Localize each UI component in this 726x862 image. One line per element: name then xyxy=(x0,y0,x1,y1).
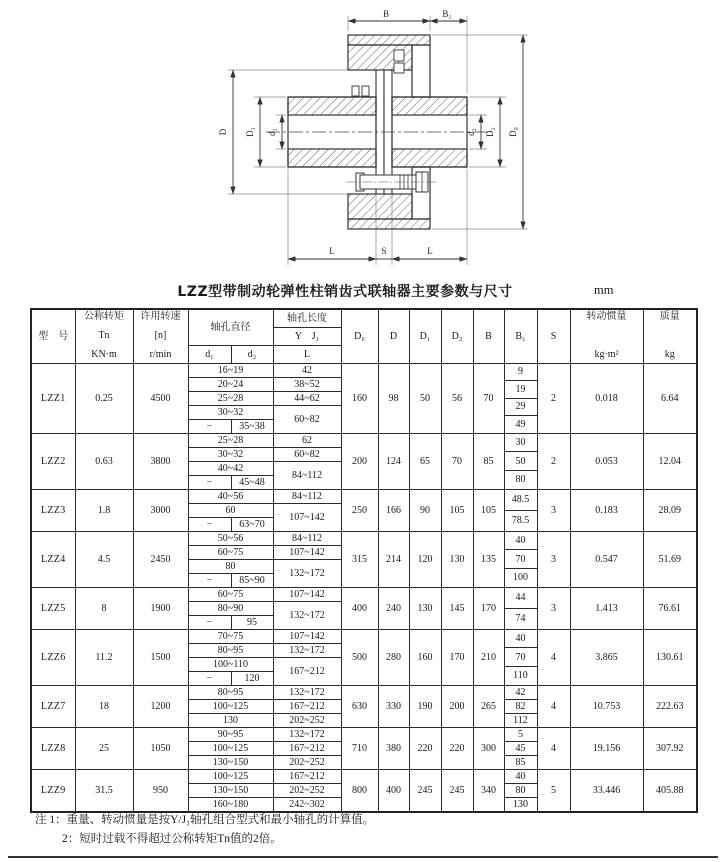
inertia-cell: 0.018 xyxy=(570,363,643,433)
mass-cell: 307.92 xyxy=(643,727,697,769)
D-cell: 280 xyxy=(378,629,409,685)
B1-subcell: 110 xyxy=(505,666,537,685)
torque-cell: 31.5 xyxy=(75,769,133,812)
S-cell: 5 xyxy=(537,769,570,812)
flange-plates xyxy=(352,50,404,194)
bore-range-cell: 90~95 xyxy=(188,727,273,741)
D1-cell: 50 xyxy=(409,363,441,433)
bore-range-cell: 60~75 xyxy=(188,587,273,601)
dim-label-L-left: L xyxy=(329,246,335,256)
torque-cell: 1.8 xyxy=(75,489,133,531)
header-D0: D₀ xyxy=(341,309,378,363)
speed-cell: 1050 xyxy=(133,727,188,769)
model-cell: LZZ5 xyxy=(31,587,75,629)
dim-label-L-right: L xyxy=(427,246,433,256)
header-torque-line3: KN·m xyxy=(91,349,117,361)
header-d1: d₁ xyxy=(188,345,231,363)
D2-cell: 130 xyxy=(441,531,473,587)
dim-label-d2: d₂ xyxy=(466,128,476,136)
speed-cell: 1500 xyxy=(133,629,188,685)
D2-cell: 220 xyxy=(441,727,473,769)
header-torque-line2: Tn xyxy=(98,330,110,342)
table-row xyxy=(31,629,697,643)
torque-cell: 4.5 xyxy=(75,531,133,587)
D0-cell: 800 xyxy=(341,769,378,812)
bore-d1-cell: − xyxy=(188,419,231,433)
table-row xyxy=(31,489,697,503)
header-speed-line3: r/min xyxy=(149,349,172,361)
bore-d2-cell: 120 xyxy=(231,671,273,685)
speed-cell: 4500 xyxy=(133,363,188,433)
model-cell: LZZ1 xyxy=(31,363,75,433)
bore-d1-cell: − xyxy=(188,475,231,489)
header-inertia xyxy=(570,309,643,363)
inertia-cell: 0.547 xyxy=(570,531,643,587)
bore-range-cell: 130~150 xyxy=(188,755,273,769)
D1-cell: 220 xyxy=(409,727,441,769)
bore-length-cell: 132~172 xyxy=(273,727,341,741)
bore-d2-cell: 95 xyxy=(231,615,273,629)
B1-subcell: 70 xyxy=(505,647,537,666)
D0-cell: 500 xyxy=(341,629,378,685)
torque-cell: 11.2 xyxy=(75,629,133,685)
B1-subcell: 85 xyxy=(505,755,537,769)
table-row xyxy=(31,433,697,447)
bore-length-cell: 167~212 xyxy=(273,769,341,783)
header-torque xyxy=(75,309,133,363)
dim-label-B: B xyxy=(382,9,390,19)
speed-cell: 1900 xyxy=(133,587,188,629)
B-cell: 135 xyxy=(473,531,504,587)
dim-label-B1: B₁ xyxy=(442,9,452,19)
bore-d1-cell: − xyxy=(188,615,231,629)
D1-cell: 90 xyxy=(409,489,441,531)
D0-cell: 200 xyxy=(341,433,378,489)
D1-cell: 120 xyxy=(409,531,441,587)
bore-range-cell: 100~110 xyxy=(188,657,273,671)
B1-subcell: 40 xyxy=(515,534,526,546)
bore-d1-cell: − xyxy=(188,517,231,531)
mass-cell: 405.88 xyxy=(643,769,697,812)
model-cell: LZZ2 xyxy=(31,433,75,489)
B1-subcell: 70 xyxy=(505,549,537,568)
D-cell: 330 xyxy=(378,685,409,727)
bore-length-cell: 242~302 xyxy=(273,797,341,811)
bore-length-cell: 60~82 xyxy=(273,447,341,461)
B1-subcell: 50 xyxy=(505,451,537,470)
S-cell: 4 xyxy=(537,629,570,685)
bore-range-cell: 25~28 xyxy=(188,391,273,405)
model-cell: LZZ6 xyxy=(31,629,75,685)
S-cell: 3 xyxy=(537,587,570,629)
header-B1: B₁ xyxy=(504,309,537,363)
bore-d2-cell: 35~38 xyxy=(231,419,273,433)
B-cell: 70 xyxy=(473,363,504,433)
bore-length-cell: 202~252 xyxy=(273,755,341,769)
bore-length-cell: 202~252 xyxy=(273,713,341,727)
table-row xyxy=(31,531,697,545)
B1-cell xyxy=(504,727,537,769)
D0-cell: 400 xyxy=(341,587,378,629)
D-cell: 166 xyxy=(378,489,409,531)
bore-range-cell: 130 xyxy=(188,713,273,727)
bore-length-cell: 167~212 xyxy=(273,657,341,685)
table-row xyxy=(31,363,697,377)
bore-length-cell: 84~112 xyxy=(273,531,341,545)
D1-cell: 160 xyxy=(409,629,441,685)
inertia-cell: 3.865 xyxy=(570,629,643,685)
mass-cell: 51.69 xyxy=(643,531,697,587)
B1-subcell: 130 xyxy=(505,797,537,811)
D-cell: 240 xyxy=(378,587,409,629)
dim-label-D2: D₂ xyxy=(485,127,495,137)
bore-length-cell: 107~142 xyxy=(273,545,341,559)
dim-label-D0: D₀ xyxy=(508,127,518,137)
D0-cell: 710 xyxy=(341,727,378,769)
dim-label-D: D xyxy=(218,128,228,136)
bore-range-cell: 80 xyxy=(188,559,273,573)
B1-subcell: 29 xyxy=(505,398,537,416)
D1-cell: 245 xyxy=(409,769,441,812)
D-cell: 98 xyxy=(378,363,409,433)
S-cell: 3 xyxy=(537,489,570,531)
bore-length-cell: 107~142 xyxy=(273,587,341,601)
D0-cell: 160 xyxy=(341,363,378,433)
bore-length-cell: 132~172 xyxy=(273,559,341,587)
B1-cell xyxy=(504,489,537,531)
speed-cell: 3800 xyxy=(133,433,188,489)
B1-subcell: 30 xyxy=(515,436,526,448)
speed-cell: 950 xyxy=(133,769,188,812)
bore-d1-cell: − xyxy=(188,573,231,587)
header-d2: d₂ xyxy=(231,345,273,363)
model-cell: LZZ8 xyxy=(31,727,75,769)
header-speed-line1: 许用转速 xyxy=(140,311,181,323)
D1-cell: 190 xyxy=(409,685,441,727)
bore-range-cell: 40~42 xyxy=(188,461,273,475)
bore-range-cell: 50~56 xyxy=(188,531,273,545)
bore-length-cell: 38~52 xyxy=(273,377,341,391)
header-bore-diameter: 轴孔直径 xyxy=(188,309,273,345)
bore-range-cell: 160~180 xyxy=(188,797,273,811)
header-speed xyxy=(133,309,188,363)
model-cell: LZZ3 xyxy=(31,489,75,531)
header-torque-line1: 公称转矩 xyxy=(84,311,124,323)
D2-cell: 70 xyxy=(441,433,473,489)
speed-cell: 1200 xyxy=(133,685,188,727)
table-row xyxy=(31,769,697,783)
bore-range-cell: 100~125 xyxy=(188,769,273,783)
header-inertia-line1: 转动惯量 xyxy=(586,311,627,323)
header-D2: D₂ xyxy=(441,309,473,363)
mass-cell: 130.61 xyxy=(643,629,697,685)
B1-subcell: 82 xyxy=(505,699,537,713)
D1-cell: 130 xyxy=(409,587,441,629)
D2-cell: 200 xyxy=(441,685,473,727)
table-row xyxy=(31,727,697,741)
bore-range-cell: 60 xyxy=(188,503,273,517)
D2-cell: 105 xyxy=(441,489,473,531)
header-inertia-line2: kg·m² xyxy=(594,349,619,361)
bore-length-cell: 107~142 xyxy=(273,503,341,531)
bore-range-cell: 100~125 xyxy=(188,741,273,755)
B1-cell xyxy=(504,433,537,489)
title-row xyxy=(0,281,726,301)
mass-cell: 12.04 xyxy=(643,433,697,489)
B-cell: 340 xyxy=(473,769,504,812)
B-cell: 85 xyxy=(473,433,504,489)
inertia-cell: 0.183 xyxy=(570,489,643,531)
D-cell: 380 xyxy=(378,727,409,769)
S-cell: 4 xyxy=(537,685,570,727)
B1-cell xyxy=(504,685,537,727)
bore-length-cell: 84~112 xyxy=(273,461,341,489)
B1-subcell: 100 xyxy=(505,568,537,587)
B1-subcell: 5 xyxy=(518,728,523,740)
S-cell: 2 xyxy=(537,363,570,433)
inertia-cell: 33.446 xyxy=(570,769,643,812)
bore-d2-cell: 63~70 xyxy=(231,517,273,531)
D2-cell: 56 xyxy=(441,363,473,433)
B1-subcell: 9 xyxy=(518,366,523,378)
D-cell: 400 xyxy=(378,769,409,812)
B1-subcell: 112 xyxy=(505,713,537,727)
bore-d2-cell: 45~48 xyxy=(231,475,273,489)
B1-subcell: 48.5 xyxy=(511,494,530,505)
header-YJ1: Y J₁ xyxy=(273,327,341,345)
header-speed-line2: [n] xyxy=(154,330,167,342)
B1-subcell: 19 xyxy=(505,380,537,398)
coupling-drawing xyxy=(0,2,726,282)
torque-cell: 0.25 xyxy=(75,363,133,433)
B1-cell xyxy=(504,769,537,812)
B1-subcell: 80 xyxy=(505,783,537,797)
bore-range-cell: 30~32 xyxy=(188,405,273,419)
spec-table xyxy=(30,308,698,813)
inertia-cell: 10.753 xyxy=(570,685,643,727)
bore-length-cell: 60~82 xyxy=(273,405,341,433)
bore-range-cell: 80~95 xyxy=(188,643,273,657)
bore-length-cell: 132~172 xyxy=(273,601,341,629)
bore-length-cell: 167~212 xyxy=(273,699,341,713)
unit-label: mm xyxy=(594,283,614,297)
B1-cell xyxy=(504,363,537,433)
header-B: B xyxy=(473,309,504,363)
bottom-rule xyxy=(8,856,718,858)
bore-d1-cell: − xyxy=(188,671,231,685)
bore-range-cell: 25~28 xyxy=(188,433,273,447)
bore-range-cell: 16~19 xyxy=(188,363,273,377)
model-cell: LZZ7 xyxy=(31,685,75,727)
bore-length-cell: 42 xyxy=(273,363,341,377)
bore-length-cell: 132~172 xyxy=(273,643,341,657)
table-row xyxy=(31,685,697,699)
bore-range-cell: 80~95 xyxy=(188,685,273,699)
torque-cell: 25 xyxy=(75,727,133,769)
D0-cell: 315 xyxy=(341,531,378,587)
B1-subcell: 42 xyxy=(515,686,526,698)
B1-subcell: 44 xyxy=(515,592,526,603)
B1-subcell: 40 xyxy=(515,632,526,644)
D-cell: 214 xyxy=(378,531,409,587)
bore-length-cell: 167~212 xyxy=(273,741,341,755)
header-D1: D₁ xyxy=(409,309,441,363)
D0-cell: 250 xyxy=(341,489,378,531)
notes xyxy=(35,811,374,849)
bore-length-cell: 84~112 xyxy=(273,489,341,503)
header-mass-line2: kg xyxy=(664,349,675,361)
torque-cell: 8 xyxy=(75,587,133,629)
B1-subcell: 40 xyxy=(515,770,526,782)
D2-cell: 245 xyxy=(441,769,473,812)
note-1: 注 1：重量、转动惯量是按Y/J₁轴孔组合型式和最小轴孔的计算值。 xyxy=(35,814,375,826)
B1-subcell: 49 xyxy=(505,415,537,433)
inertia-cell: 1.413 xyxy=(570,587,643,629)
B-cell: 300 xyxy=(473,727,504,769)
B-cell: 265 xyxy=(473,685,504,727)
header-L: L xyxy=(273,345,341,363)
torque-cell: 18 xyxy=(75,685,133,727)
bore-range-cell: 80~90 xyxy=(188,601,273,615)
bore-range-cell: 40~56 xyxy=(188,489,273,503)
torque-cell: 0.63 xyxy=(75,433,133,489)
bore-range-cell: 20~24 xyxy=(188,377,273,391)
bore-length-cell: 132~172 xyxy=(273,685,341,699)
bore-range-cell: 100~125 xyxy=(188,699,273,713)
header-bore-length: 轴孔长度 xyxy=(273,309,341,327)
bore-range-cell: 60~75 xyxy=(188,545,273,559)
D1-cell: 65 xyxy=(409,433,441,489)
B1-subcell: 74 xyxy=(505,608,537,629)
mass-cell: 28.09 xyxy=(643,489,697,531)
bore-range-cell: 30~32 xyxy=(188,447,273,461)
mass-cell: 222.63 xyxy=(643,685,697,727)
B1-subcell: 78.5 xyxy=(505,510,537,531)
bore-length-cell: 107~142 xyxy=(273,629,341,643)
bore-range-cell: 130~150 xyxy=(188,783,273,797)
S-cell: 4 xyxy=(537,727,570,769)
header-model: 型 号 xyxy=(31,309,75,363)
page-title: LZZ型带制动轮弹性柱销齿式联轴器主要参数与尺寸 xyxy=(177,284,513,300)
D0-cell: 630 xyxy=(341,685,378,727)
B1-cell xyxy=(504,587,537,629)
dim-label-d1: d₁ xyxy=(267,128,277,136)
B1-subcell: 80 xyxy=(505,470,537,489)
dim-label-D1: D₁ xyxy=(245,127,255,137)
speed-cell: 2450 xyxy=(133,531,188,587)
header-S: S xyxy=(537,309,570,363)
mass-cell: 76.61 xyxy=(643,587,697,629)
header-mass xyxy=(643,309,697,363)
speed-cell: 3000 xyxy=(133,489,188,531)
table-row xyxy=(31,587,697,601)
D2-cell: 145 xyxy=(441,587,473,629)
inertia-cell: 19.156 xyxy=(570,727,643,769)
pin-bolt xyxy=(346,172,438,192)
model-cell: LZZ4 xyxy=(31,531,75,587)
B-cell: 170 xyxy=(473,587,504,629)
B-cell: 105 xyxy=(473,489,504,531)
mass-cell: 6.64 xyxy=(643,363,697,433)
header-D: D xyxy=(378,309,409,363)
model-cell: LZZ9 xyxy=(31,769,75,812)
header-mass-line1: 质量 xyxy=(659,311,680,323)
D2-cell: 170 xyxy=(441,629,473,685)
bore-length-cell: 62 xyxy=(273,433,341,447)
dim-label-S: S xyxy=(381,246,387,256)
bore-length-cell: 44~62 xyxy=(273,391,341,405)
bore-d2-cell: 85~90 xyxy=(231,573,273,587)
B1-cell xyxy=(504,629,537,685)
S-cell: 3 xyxy=(537,531,570,587)
D-cell: 124 xyxy=(378,433,409,489)
inertia-cell: 0.053 xyxy=(570,433,643,489)
B1-cell xyxy=(504,531,537,587)
B1-subcell: 45 xyxy=(505,741,537,755)
bore-range-cell: 70~75 xyxy=(188,629,273,643)
note-2: 2：短时过载不得超过公称转矩Tn值的2倍。 xyxy=(62,833,282,845)
S-cell: 2 xyxy=(537,433,570,489)
B-cell: 210 xyxy=(473,629,504,685)
bore-length-cell: 202~252 xyxy=(273,783,341,797)
